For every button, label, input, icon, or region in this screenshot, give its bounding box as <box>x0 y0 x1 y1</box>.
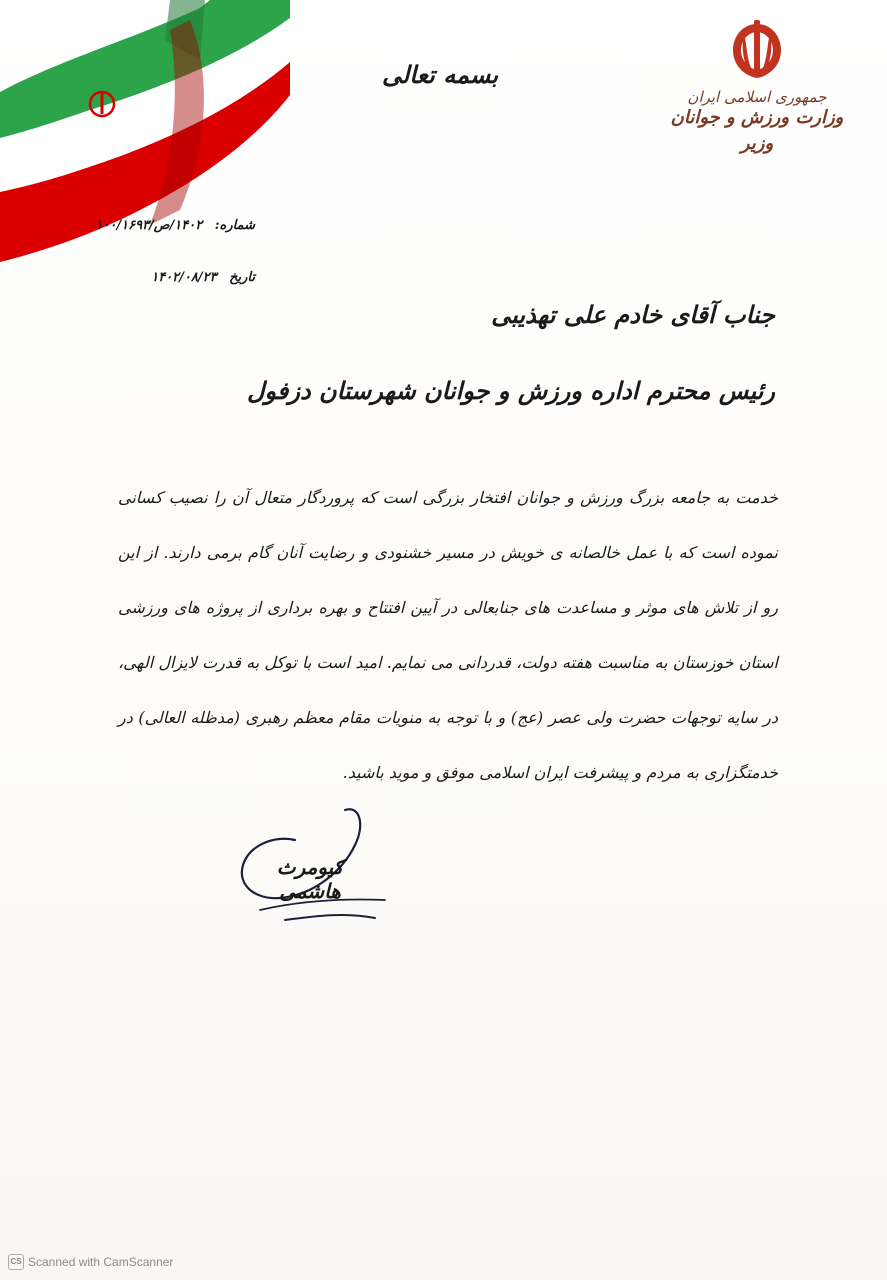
addressee-title: رئیس محترم اداره ورزش و جوانان شهرستان دزفول <box>247 376 775 405</box>
addressee-name: جناب آقای خادم علی تهذیبی <box>491 300 775 329</box>
camscanner-logo-icon: CS <box>8 1254 24 1270</box>
letterhead-role: وزیر <box>740 133 774 155</box>
letter-date-value: ۱۴۰۲/۰۸/۲۳ <box>151 270 217 285</box>
bismillah-heading: بسمه تعالی <box>381 60 499 89</box>
letterhead-country: جمهوری اسلامی ایران <box>687 88 827 106</box>
letter-body-paragraph: خدمت به جامعه بزرگ ورزش و جوانان افتخار بزرگی است که پروردگار متعال آن را نصیب کسانی نموده است که با عمل خالصانه ی خویش در مسیر خشنودی و رضایت آنان گام برمی دارند. از این رو از تلاش های موثر و مساعدت های جنابعالی در آیین افتتاح و بهره برداری از پروژه های ورزشی استان خوزستان به مناسبت هفته دولت، قدردانی می نمایم. امید است با توکل به قدرت لایزال الهی، در سایه توجهات حضرت ولی عصر (عج) و با توجه به منویات مقام معظم رهبری (مدظله العالی) در خدمتگزاری به مردم و پیشرفت ایران اسلامی موفق و موید باشید. <box>118 488 778 782</box>
letter-number-value: ۱۴۰۲/ص/۱۰۰/۱۶۹۳ <box>95 218 203 233</box>
letter-body <box>118 470 778 800</box>
iran-emblem-icon <box>721 18 793 82</box>
reference-block <box>95 200 255 304</box>
letter-date-label: تاریخ <box>229 270 255 285</box>
ministry-letterhead <box>667 18 847 156</box>
letter-number-row <box>95 200 255 252</box>
letter-number-label: شماره: <box>214 218 255 233</box>
letter-date-row <box>95 252 255 304</box>
letterhead-ministry: وزارت ورزش و جوانان <box>670 106 844 128</box>
scanner-watermark <box>8 1254 173 1270</box>
signatory-name: کیومرث هاشمی <box>276 855 344 903</box>
scanner-watermark-text: Scanned with CamScanner <box>28 1255 174 1269</box>
